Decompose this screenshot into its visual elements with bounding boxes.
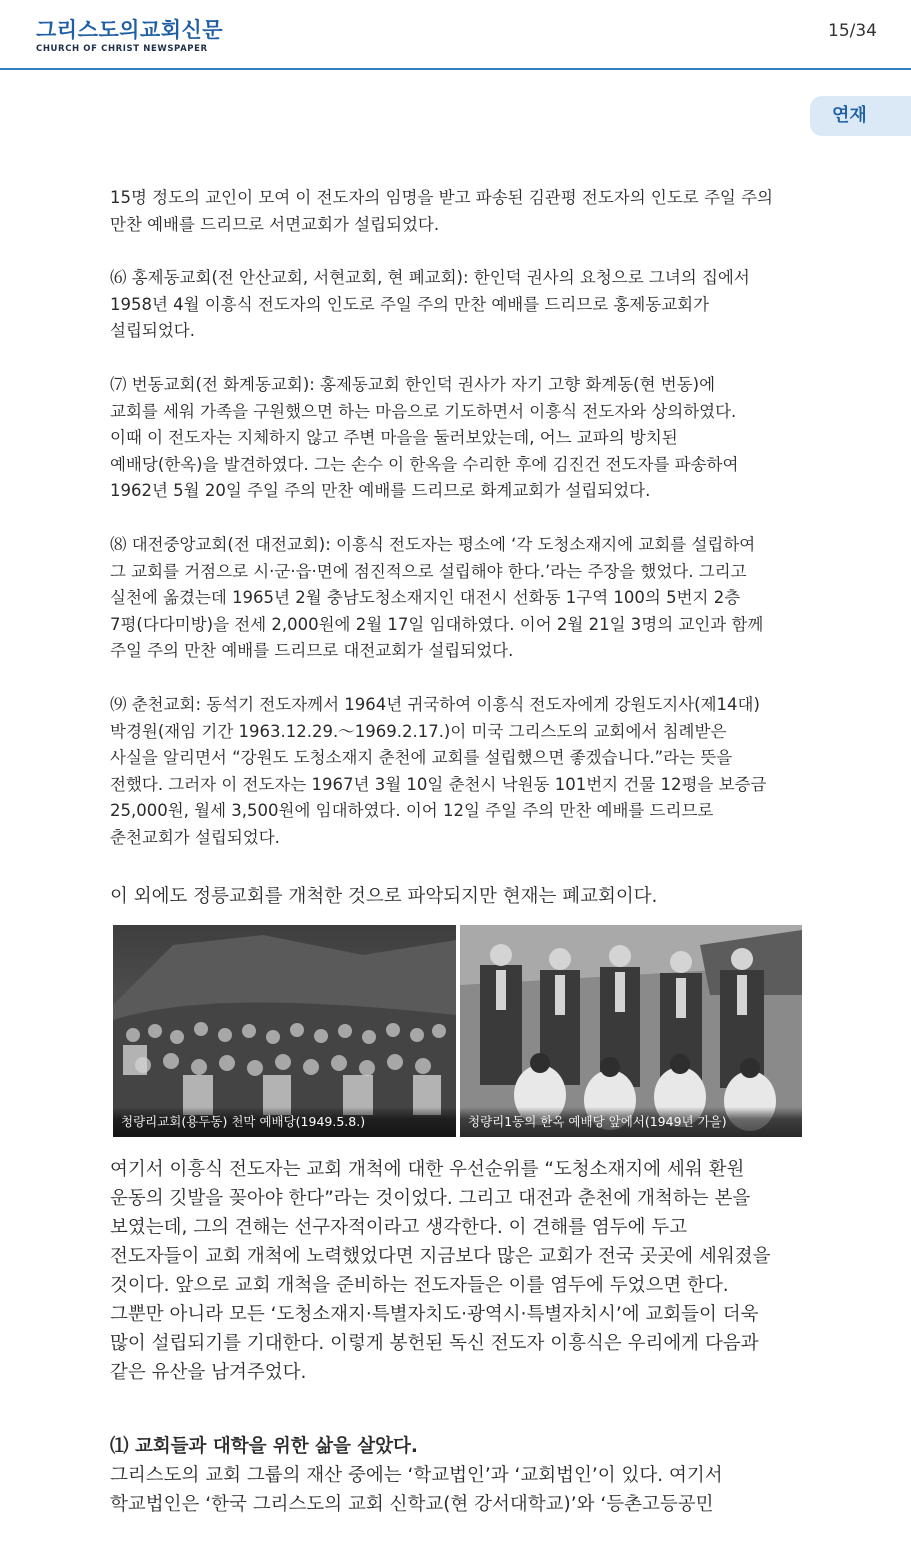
text-line: 운동의 깃발을 꽂아야 한다”라는 것이었다. 그리고 대전과 춘천에 개척하는 본을 — [110, 1188, 751, 1209]
article-paragraph — [110, 692, 805, 851]
text-line: 이때 이 전도자는 지체하지 않고 주변 마을을 둘러보았는데, 어느 교파의 방치된 — [110, 428, 678, 447]
text-line: 박경원(재임 기간 1963.12.29.～1969.2.17.)이 미국 그리스도의 교회에서 침례받은 — [110, 721, 727, 741]
article-paragraph — [110, 185, 805, 238]
text-line: 7평(다다미방)을 전세 2,000원에 2월 17일 임대하였다. 이어 2월 21일 3명의 교인과 함께 — [110, 614, 764, 634]
text-line: 1958년 4월 이흥식 전도자의 인도로 주일 주의 만찬 예배를 드리므로 홍제동교회가 — [110, 294, 710, 314]
text-line: 1962년 5월 20일 주일 주의 만찬 예배를 드리므로 화계교회가 설립되었다. — [110, 481, 651, 500]
article-paragraph — [110, 882, 805, 911]
text-line: 설립되었다. — [110, 321, 195, 340]
text-line: ⑼ 춘천교회: 동석기 전도자께서 1964년 귀국하여 이흥식 전도자에게 강원도지사(제14대) — [110, 695, 760, 714]
text-line: 만찬 예배를 드리므로 서면교회가 설립되었다. — [110, 214, 440, 234]
newspaper-logo-title[interactable]: 그리스도의교회신문 — [36, 18, 224, 42]
article-paragraph — [110, 532, 805, 665]
photo-hanok-chapel — [460, 925, 802, 1137]
text-line: 사실을 알리면서 “강원도 도청소재지 춘천에 교회를 설립했으면 좋겠습니다.”라는 뜻을 — [110, 748, 733, 767]
article-paragraph — [110, 265, 805, 345]
text-line: 교회를 세워 가족을 구원했으면 하는 마음으로 기도하면서 이흥식 전도자와 상의하였다. — [110, 401, 737, 421]
article-paragraph — [110, 1432, 805, 1519]
photo-tent-chapel — [113, 925, 456, 1137]
photo-image — [460, 925, 802, 1137]
text-line: 15명 정도의 교인이 모여 이 전도자의 임명을 받고 파송된 김관평 전도자의 인도로 주일 주의 — [110, 188, 773, 207]
text-line: 같은 유산을 남겨주었다. — [110, 1362, 307, 1383]
text-line: 전했다. 그러자 이 전도자는 1967년 3월 10일 춘천시 낙원동 101번지 건물 12평을 보증금 — [110, 774, 767, 794]
photo-caption: 청량리1동의 한옥 예배당 앞에서(1949년 가을) — [460, 1107, 802, 1137]
text-line: 그뿐만 아니라 모든 ‘도청소재지·특별자치도·광역시·특별자치시’에 교회들이 더욱 — [110, 1304, 759, 1325]
text-line: 예배당(한옥)을 발견하였다. 그는 손수 이 한옥을 수리한 후에 김진건 전도자를 파송하여 — [110, 454, 739, 474]
text-line: 여기서 이흥식 전도자는 교회 개척에 대한 우선순위를 “도청소재지에 세워 환원 — [110, 1159, 745, 1180]
photo-image — [113, 925, 456, 1137]
text-line: ⑺ 번동교회(전 화계동교회): 홍제동교회 한인덕 권사가 자기 고향 화계동(현 번동)에 — [110, 375, 716, 394]
page-header — [0, 0, 911, 70]
text-line: ⑻ 대전중앙교회(전 대전교회): 이흥식 전도자는 평소에 ‘각 도청소재지에 교회를 설립하여 — [110, 535, 756, 554]
text-line: 보였는데, 그의 견해는 선구자적이라고 생각한다. 이 견해를 염두에 두고 — [110, 1217, 688, 1238]
newspaper-logo-subtitle: CHURCH OF CHRIST NEWSPAPER — [36, 44, 208, 54]
text-line: 25,000원, 월세 3,500원에 임대하였다. 이어 12일 주일 주의 만찬 예배를 드리므로 — [110, 801, 714, 820]
subsection-heading: ⑴ 교회들과 대학을 위한 삶을 살았다. — [110, 1436, 418, 1457]
text-line: 그 교회를 거점으로 시·군·읍·면에 점진적으로 설립해야 한다.’라는 주장을 했었다. 그리고 — [110, 561, 747, 581]
article-paragraph — [110, 372, 805, 505]
text-line: 많이 설립되기를 기대한다. 이렇게 봉헌된 독신 전도자 이흥식은 우리에게 다음과 — [110, 1333, 759, 1354]
text-line: 그리스도의 교회 그룹의 재산 중에는 ‘학교법인’과 ‘교회법인’이 있다. 여기서 — [110, 1465, 723, 1486]
text-line: 것이다. 앞으로 교회 개척을 준비하는 전도자들은 이를 염두에 두었으면 한다. — [110, 1275, 729, 1296]
text-line: 이 외에도 정릉교회를 개척한 것으로 파악되지만 현재는 폐교회이다. — [110, 886, 658, 907]
section-tab-series: 연재 — [810, 96, 911, 136]
text-line: 학교법인은 ‘한국 그리스도의 교회 신학교(현 강서대학교)’와 ‘등촌고등공민 — [110, 1494, 714, 1515]
text-line: 실천에 옮겼는데 1965년 2월 충남도청소재지인 대전시 선화동 1구역 100의 5번지 2층 — [110, 588, 741, 607]
text-line: 전도자들이 교회 개척에 노력했었다면 지금보다 많은 교회가 전국 곳곳에 세워졌을 — [110, 1246, 771, 1267]
page-number: 15/34 — [828, 21, 877, 41]
text-line: 주일 주의 만찬 예배를 드리므로 대전교회가 설립되었다. — [110, 641, 514, 660]
text-line: ⑹ 홍제동교회(전 안산교회, 서현교회, 현 폐교회): 한인덕 권사의 요청으로 그녀의 집에서 — [110, 268, 750, 287]
photo-caption: 청량리교회(용두동) 천막 예배당(1949.5.8.) — [113, 1107, 456, 1137]
article-paragraph — [110, 1155, 805, 1387]
text-line: 춘천교회가 설립되었다. — [110, 827, 280, 847]
